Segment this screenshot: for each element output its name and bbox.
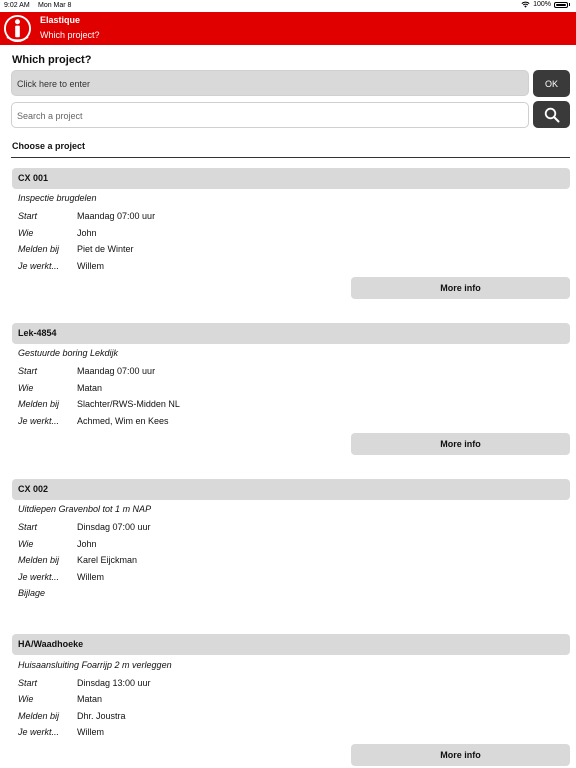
battery-tip [569, 3, 570, 6]
row-label: Melden bij [18, 244, 60, 254]
row-label: Start [18, 366, 38, 376]
app-header [0, 12, 576, 45]
row-value: Dinsdag 07:00 uur [77, 522, 151, 532]
project-description: Inspectie brugdelen [18, 193, 97, 203]
project-entry-field[interactable]: Click here to enter [11, 70, 529, 96]
row-value: Maandag 07:00 uur [77, 366, 156, 376]
row-value: Karel Eijckman [77, 555, 138, 565]
row-label: Start [18, 522, 38, 532]
row-value: Dinsdag 13:00 uur [77, 678, 151, 688]
info-logo-icon[interactable] [3, 14, 32, 43]
divider [11, 157, 570, 158]
row-value: Willem [77, 727, 104, 737]
wifi-icon [521, 1, 530, 8]
more-info-button[interactable]: More info [351, 433, 570, 455]
battery-icon [554, 2, 568, 8]
row-label: Melden bij [18, 555, 60, 565]
status-date: Mon Mar 8 [38, 2, 72, 9]
more-info-button[interactable]: More info [351, 744, 570, 766]
row-value: John [77, 539, 97, 549]
choose-project-label: Choose a project [12, 141, 86, 151]
row-value: Piet de Winter [77, 244, 134, 254]
project-header[interactable]: CX 002 [12, 479, 570, 500]
search-input[interactable]: Search a project [11, 102, 529, 128]
row-value: Dhr. Joustra [77, 711, 126, 721]
search-icon [544, 107, 560, 123]
row-label: Wie [18, 694, 34, 704]
section-title: Which project? [12, 54, 92, 66]
row-value: Achmed, Wim en Kees [77, 416, 169, 426]
row-label: Melden bij [18, 711, 60, 721]
attachment-label[interactable]: Bijlage [18, 588, 46, 598]
project-description: Huisaansluiting Foarrijp 2 m verleggen [18, 660, 172, 670]
project-description: Gestuurde boring Lekdijk [18, 348, 119, 358]
row-value: Willem [77, 572, 104, 582]
row-value: Maandag 07:00 uur [77, 211, 156, 221]
status-right [521, 1, 570, 8]
row-label: Je werkt... [18, 261, 60, 271]
status-bar [0, 0, 576, 12]
project-header[interactable]: Lek-4854 [12, 323, 570, 344]
row-label: Wie [18, 228, 34, 238]
row-label: Wie [18, 383, 34, 393]
more-info-button[interactable]: More info [351, 277, 570, 299]
project-header[interactable]: HA/Waadhoeke [12, 634, 570, 655]
search-button[interactable] [533, 101, 570, 128]
row-label: Start [18, 211, 38, 221]
ok-button[interactable]: OK [533, 70, 570, 97]
row-value: Willem [77, 261, 104, 271]
row-value: Slachter/RWS-Midden NL [77, 399, 180, 409]
row-label: Wie [18, 539, 34, 549]
row-value: Matan [77, 694, 103, 704]
app-subtitle: Which project? [40, 30, 100, 40]
battery-percentage: 100% [533, 1, 551, 8]
row-value: John [77, 228, 97, 238]
row-value: Matan [77, 383, 103, 393]
app-title: Elastique [40, 15, 81, 25]
row-label: Start [18, 678, 38, 688]
row-label: Je werkt... [18, 572, 60, 582]
status-time: 9:02 AM [4, 2, 30, 9]
row-label: Je werkt... [18, 727, 60, 737]
project-description: Uitdiepen Gravenbol tot 1 m NAP [18, 504, 152, 514]
project-header[interactable]: CX 001 [12, 168, 570, 189]
row-label: Melden bij [18, 399, 60, 409]
row-label: Je werkt... [18, 416, 60, 426]
